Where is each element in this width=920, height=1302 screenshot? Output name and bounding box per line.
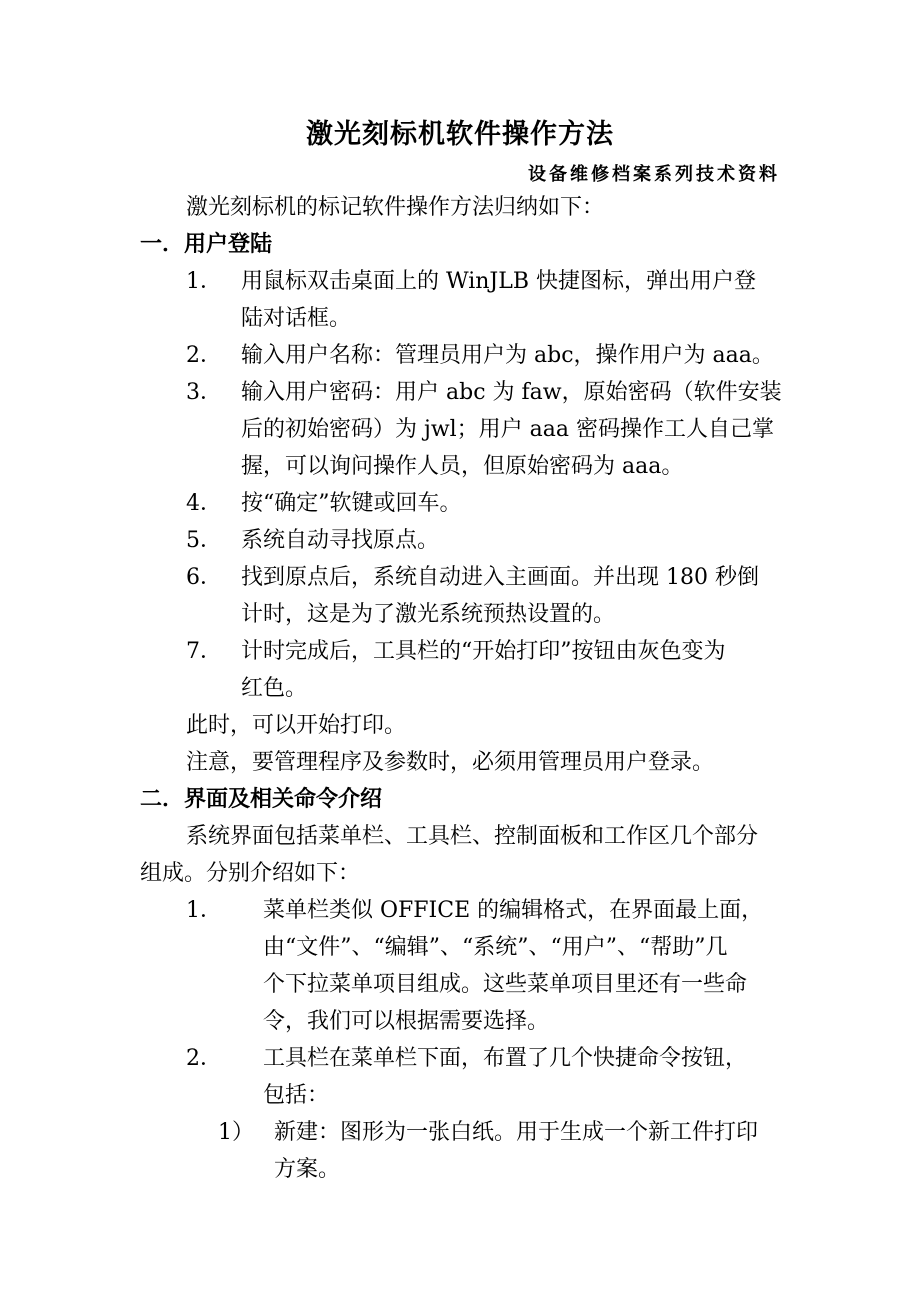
section1-item-text: 计时，这是为了激光系统预热设置的。 xyxy=(241,602,616,627)
section2-intro: 系统界面包括菜单栏、工具栏、控制面板和工作区几个部分 xyxy=(186,824,759,849)
section2-item-text: 包括： xyxy=(263,1083,330,1108)
intro-paragraph: 激光刻标机的标记软件操作方法归纳如下： xyxy=(186,195,605,220)
section1-item-number: 6． xyxy=(186,565,222,590)
section1-heading: 一．用户登陆 xyxy=(140,232,273,257)
section1-item-text: 用鼠标双击桌面上的 WinJLB 快捷图标，弹出用户登 xyxy=(241,269,757,294)
section2-subitem-number: 1） xyxy=(218,1120,254,1145)
section2-subitem-text: 方案。 xyxy=(274,1157,341,1182)
section2-item-number: 1． xyxy=(186,898,222,923)
section2-item-text: 由“文件”、“编辑”、“系统”、“用户”、“帮助”几 xyxy=(263,935,728,960)
section1-item-number: 2． xyxy=(186,343,222,368)
section2-heading: 二．界面及相关命令介绍 xyxy=(140,787,383,812)
section1-item-number: 4． xyxy=(186,491,222,516)
section1-item-text: 握，可以询问操作人员，但原始密码为 aaa。 xyxy=(241,454,684,479)
document-subtitle: 设备维修档案系列技术资料 xyxy=(528,164,780,185)
section2-item-text: 菜单栏类似 OFFICE 的编辑格式，在界面最上面， xyxy=(263,898,764,923)
section1-note: 注意，要管理程序及参数时，必须用管理员用户登录。 xyxy=(186,750,715,775)
section2-item-text: 令，我们可以根据需要选择。 xyxy=(263,1009,550,1034)
section1-item-text: 红色。 xyxy=(241,676,308,701)
section1-note: 此时，可以开始打印。 xyxy=(186,713,407,738)
document-title: 激光刻标机软件操作方法 xyxy=(306,119,614,150)
section2-item-text: 工具栏在菜单栏下面，布置了几个快捷命令按钮， xyxy=(263,1046,748,1071)
section1-item-text: 系统自动寻找原点。 xyxy=(241,528,440,553)
section1-item-text: 输入用户密码：用户 abc 为 faw，原始密码（软件安装 xyxy=(241,380,782,405)
section1-item-text: 陆对话框。 xyxy=(241,306,352,331)
section1-item-number: 1． xyxy=(186,269,222,294)
section2-intro: 组成。分别介绍如下： xyxy=(140,861,361,886)
section1-item-number: 7． xyxy=(186,639,222,664)
section1-item-number: 3． xyxy=(186,380,222,405)
section1-item-number: 5． xyxy=(186,528,222,553)
section1-item-text: 找到原点后，系统自动进入主画面。并出现 180 秒倒 xyxy=(241,565,759,590)
section2-subitem-text: 新建：图形为一张白纸。用于生成一个新工件打印 xyxy=(274,1120,759,1145)
section1-item-text: 计时完成后，工具栏的“开始打印”按钮由灰色变为 xyxy=(241,639,726,664)
section1-item-text: 按“确定”软键或回车。 xyxy=(241,491,462,516)
section2-item-number: 2． xyxy=(186,1046,222,1071)
section1-item-text: 后的初始密码）为 jwl；用户 aaa 密码操作工人自己掌 xyxy=(241,417,775,442)
section1-item-text: 输入用户名称：管理员用户为 abc，操作用户为 aaa。 xyxy=(241,343,774,368)
section2-item-text: 个下拉菜单项目组成。这些菜单项目里还有一些命 xyxy=(263,972,748,997)
